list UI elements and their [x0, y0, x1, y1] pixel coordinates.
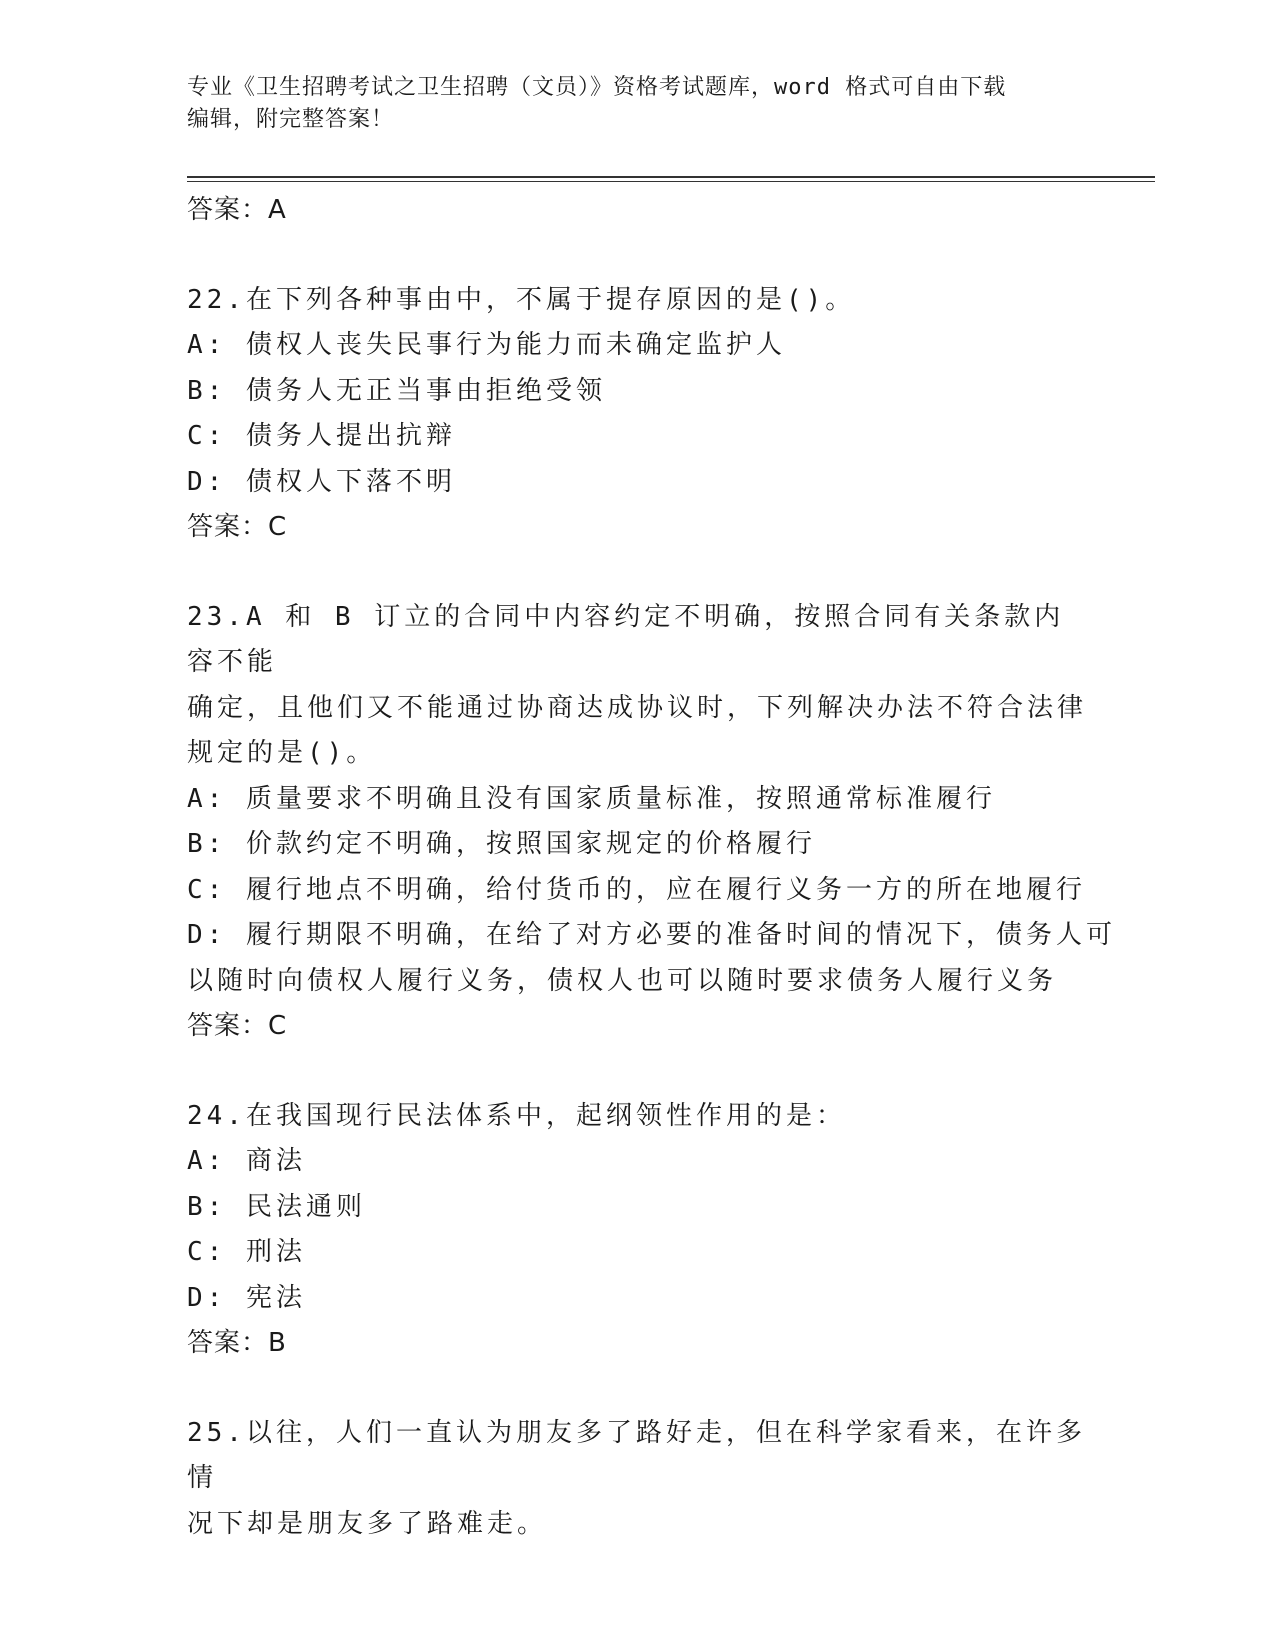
- option-c: C: 履行地点不明确，给付货币的，应在履行义务一方的所在地履行: [187, 874, 1086, 905]
- option-d-continuation: 以随时向债权人履行义务，债权人也可以随时要求债务人履行义务: [187, 965, 1058, 996]
- stem-line: 25.以往，人们一直认为朋友多了路好走，但在科学家看来，在许多情: [187, 1417, 1086, 1493]
- question-24: [187, 1094, 1087, 1367]
- answer-label: 答案：: [187, 1011, 269, 1041]
- stem-line: 况下却是朋友多了路难走。: [187, 1508, 548, 1539]
- question-stem: [187, 595, 1087, 777]
- spacer: [187, 551, 1087, 595]
- option-d: D: 债权人下落不明: [187, 466, 456, 497]
- option-d: D: 宪法: [187, 1282, 306, 1313]
- option-a: A: 债权人丧失民事行为能力而未确定监护人: [187, 330, 786, 360]
- option-c: C: 刑法: [187, 1237, 306, 1267]
- stem-line: 确定，且他们又不能通过协商达成协议时，下列解决办法不符合法律: [187, 692, 1088, 723]
- stem-line: 规定的是()。: [187, 738, 377, 768]
- question-23: [187, 595, 1116, 1050]
- spacer: [187, 1367, 1087, 1411]
- option-b: B: 价款约定不明确，按照国家规定的价格履行: [187, 829, 816, 859]
- header-rule-thin: [187, 181, 1155, 182]
- answer-value: B: [268, 1328, 287, 1358]
- answer-value: C: [268, 1011, 288, 1041]
- option-b: B: 民法通则: [187, 1191, 366, 1222]
- answer-value: A: [268, 195, 287, 225]
- answer-label: 答案：: [187, 1328, 269, 1358]
- stem-line: 24.在我国现行民法体系中，起纲领性作用的是：: [187, 1100, 846, 1131]
- option-a: A: 商法: [187, 1146, 306, 1176]
- answer-label: 答案：: [187, 195, 269, 225]
- question-stem: [187, 278, 1087, 324]
- document-header: [187, 72, 1087, 136]
- answer-line: [187, 188, 1087, 234]
- answer-line: [187, 1321, 1087, 1367]
- question-stem: [187, 1094, 1087, 1140]
- header-rule-thick: [187, 176, 1155, 178]
- answer-value: C: [268, 512, 288, 542]
- spacer: [187, 234, 1087, 278]
- option-b: B: 债务人无正当事由拒绝受领: [187, 375, 606, 406]
- stem-line: 22.在下列各种事由中，不属于提存原因的是()。: [187, 284, 856, 315]
- answer-label: 答案：: [187, 512, 269, 542]
- question-25: [187, 1411, 1087, 1548]
- answer-line: [187, 505, 1087, 551]
- stem-line: 23.A 和 B 订立的合同中内容约定不明确，按照合同有关条款内容不能: [187, 601, 1065, 677]
- question-stem: [187, 1411, 1087, 1548]
- header-line-1: 专业《卫生招聘考试之卫生招聘（文员）》资格考试题库，word 格式可自由下载: [187, 75, 1007, 100]
- answer-line: [187, 1004, 1087, 1050]
- option-d: D: 履行期限不明确，在给了对方必要的准备时间的情况下，债务人可: [187, 920, 1116, 950]
- option-c: C: 债务人提出抗辩: [187, 421, 456, 451]
- question-list: [187, 188, 1116, 1547]
- question-22: [187, 278, 1087, 551]
- spacer: [187, 1050, 1087, 1094]
- option-a: A: 质量要求不明确且没有国家质量标准，按照通常标准履行: [187, 783, 996, 814]
- header-line-2: 编辑，附完整答案！: [187, 107, 395, 132]
